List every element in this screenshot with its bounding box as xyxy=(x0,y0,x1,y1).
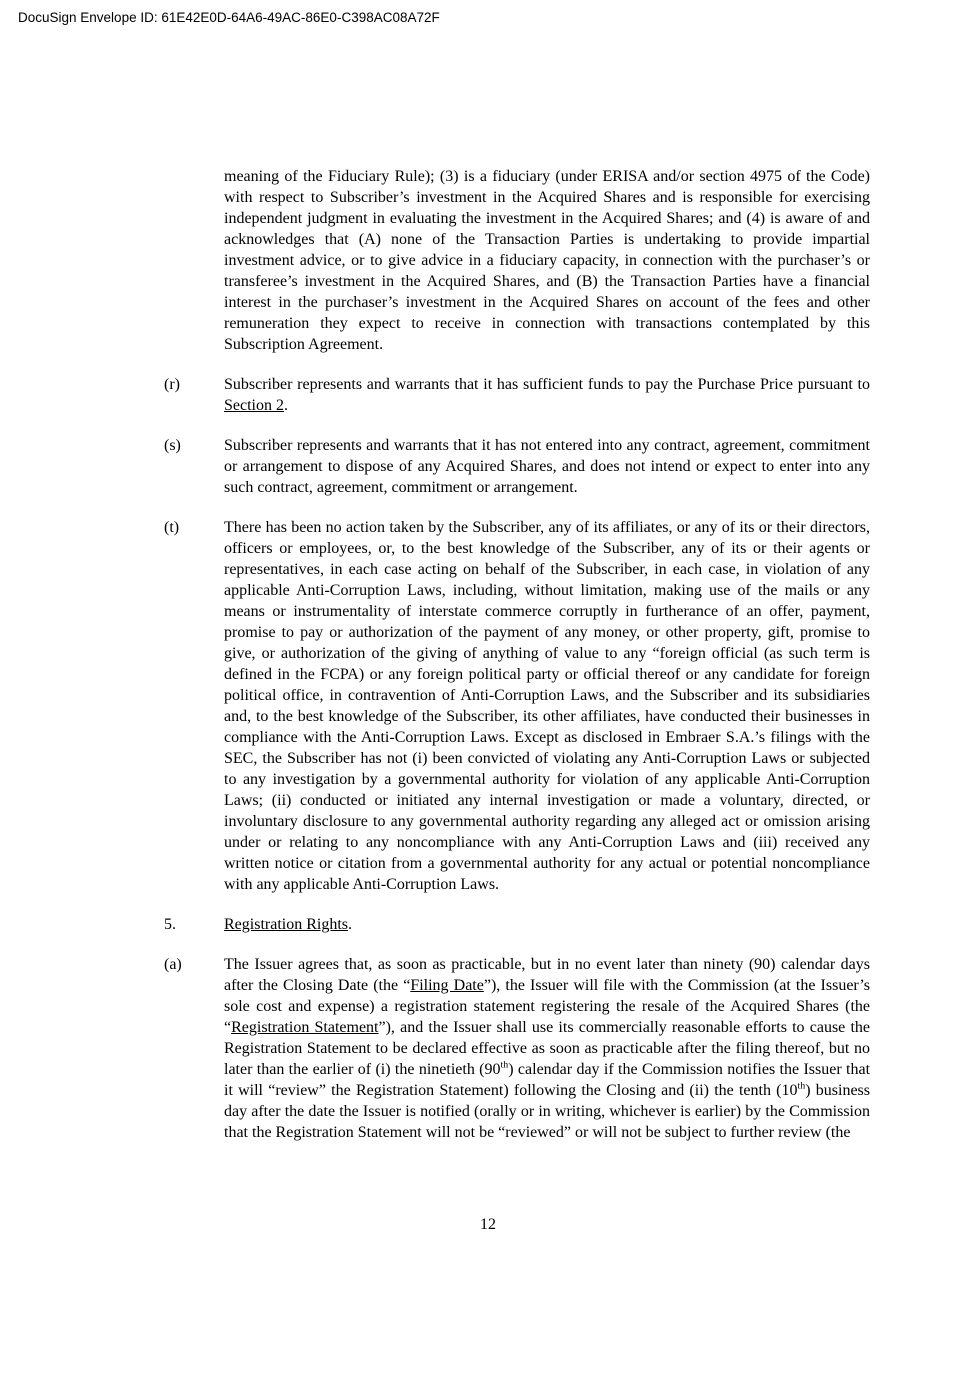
text-segment: . xyxy=(284,397,288,414)
section-heading xyxy=(164,914,870,935)
paragraph-text xyxy=(224,374,870,416)
paragraph-text xyxy=(224,517,870,895)
text-segment: meaning of the Fiduciary Rule); (3) is a fiduciary (under ERISA and/or section 4975 of the Code) with respect to Subscriber’s investment in the Acquired Shares and is responsible for exercising independent judgment in evaluating the investment in the Acquired Shares; and (4) is aware of and acknowledges that (A) none of the Transaction Parties is undertaking to provide impartial investment advice, or to give advice in a fiduciary capacity, in connection with the purchaser’s or transferee’s investment in the Acquired Shares, and (B) the Transaction Parties have a financial interest in the purchaser’s investment in the Acquired Shares on account of the fees and other remuneration they expect to receive in connection with transactions contemplated by this Subscription Agreement. xyxy=(224,168,870,353)
underlined-term: Registration Rights xyxy=(224,916,348,933)
page-number: 12 xyxy=(480,1216,496,1233)
paragraph-text xyxy=(224,435,870,498)
text-segment: th xyxy=(500,1059,509,1071)
text-segment: Subscriber represents and warrants that it has not entered into any contract, agreement, commitment or arrangement to dispose of any Acquired Shares, and does not intend or expect to enter into any such contract, agreement, commitment or arrangement. xyxy=(224,437,870,496)
text-segment: ) business day after the date the Issuer is notified (orally or in writing, whichever is earlier) by the Commission that the Registration Statement will not be “reviewed” or will not be subject to further review (the xyxy=(224,1082,870,1141)
text-segment: Subscriber represents and warrants that it has sufficient funds to pay the Purchase Price pursuant to xyxy=(224,376,870,393)
paragraph-label: (r) xyxy=(164,376,180,393)
text-segment: . xyxy=(348,916,352,933)
paragraph-label: 5. xyxy=(164,916,176,933)
docusign-envelope-id: DocuSign Envelope ID: 61E42E0D-64A6-49AC-86E0-C398AC08A72F xyxy=(18,10,440,25)
paragraph-text xyxy=(224,954,870,1143)
text-segment: ”), and the Issuer shall use its commercially reasonable efforts to cause the Registration Statement to be declared effective as soon as practicable after the filing thereof, but no later than the earlier of (i) the ninetieth (90 xyxy=(224,1019,871,1078)
text-segment: ) calendar day if the Commission notifies the Issuer that it will “review” the Registration Statement) following the Closing and (ii) the tenth (10 xyxy=(224,1061,871,1099)
underlined-term: Section 2 xyxy=(224,397,284,414)
underlined-term: Registration Statement xyxy=(231,1019,379,1036)
paragraph-text xyxy=(224,914,870,935)
paragraph-label: (a) xyxy=(164,956,182,973)
paragraph-label xyxy=(164,166,224,355)
paragraph xyxy=(164,517,870,895)
document-body xyxy=(164,166,870,1162)
text-segment: The Issuer agrees that, as soon as practicable, but in no event later than ninety (90) calendar days after the Closing Date (the “ xyxy=(224,956,870,994)
text-segment: ”), the Issuer will file with the Commission (at the Issuer’s sole cost and expense) a registration statement registering the resale of the Acquired Shares (the “ xyxy=(224,977,871,1036)
paragraph-label: (t) xyxy=(164,519,180,536)
paragraph-label: (s) xyxy=(164,437,181,454)
text-segment: There has been no action taken by the Subscriber, any of its affiliates, or any of its or their directors, officers or employees, or, to the best knowledge of the Subscriber, any of its or their agents or representatives, in each case acting on behalf of the Subscriber, in each case, in violation of any applicable Anti-Corruption Laws, including, without limitation, making use of the mails or any means or instrumentality of interstate commerce corruptly in furtherance of an offer, payment, promise to pay or authorization of the payment of any money, or other property, gift, promise to give, or authorization of the giving of anything of value to any “foreign official (as such term is defined in the FCPA) or any foreign political party or official thereof or any candidate for foreign political office, in contravention of Anti-Corruption Laws, and the Subscriber and its subsidiaries and, to the best knowledge of the Subscriber, its other affiliates, have conducted their businesses in compliance with the Anti-Corruption Laws. Except as disclosed in Embraer S.A.’s filings with the SEC, the Subscriber has not (i) been convicted of violating any Anti-Corruption Laws or subjected to any investigation by a governmental authority for violation of any applicable Anti-Corruption Laws; (ii) conducted or initiated any internal investigation or made a voluntary, directed, or involuntary disclosure to any governmental authority regarding any alleged act or omission arising under or relating to any noncompliance with any Anti-Corruption Laws and (iii) received any written notice or citation from a governmental authority for any actual or potential noncompliance with any applicable Anti-Corruption Laws. xyxy=(224,519,870,893)
paragraph xyxy=(164,435,870,498)
paragraph xyxy=(164,954,870,1143)
paragraph xyxy=(164,166,870,355)
paragraph-text xyxy=(224,166,870,355)
underlined-term: Filing Date xyxy=(410,977,484,994)
paragraph xyxy=(164,374,870,416)
text-segment: th xyxy=(797,1080,806,1092)
